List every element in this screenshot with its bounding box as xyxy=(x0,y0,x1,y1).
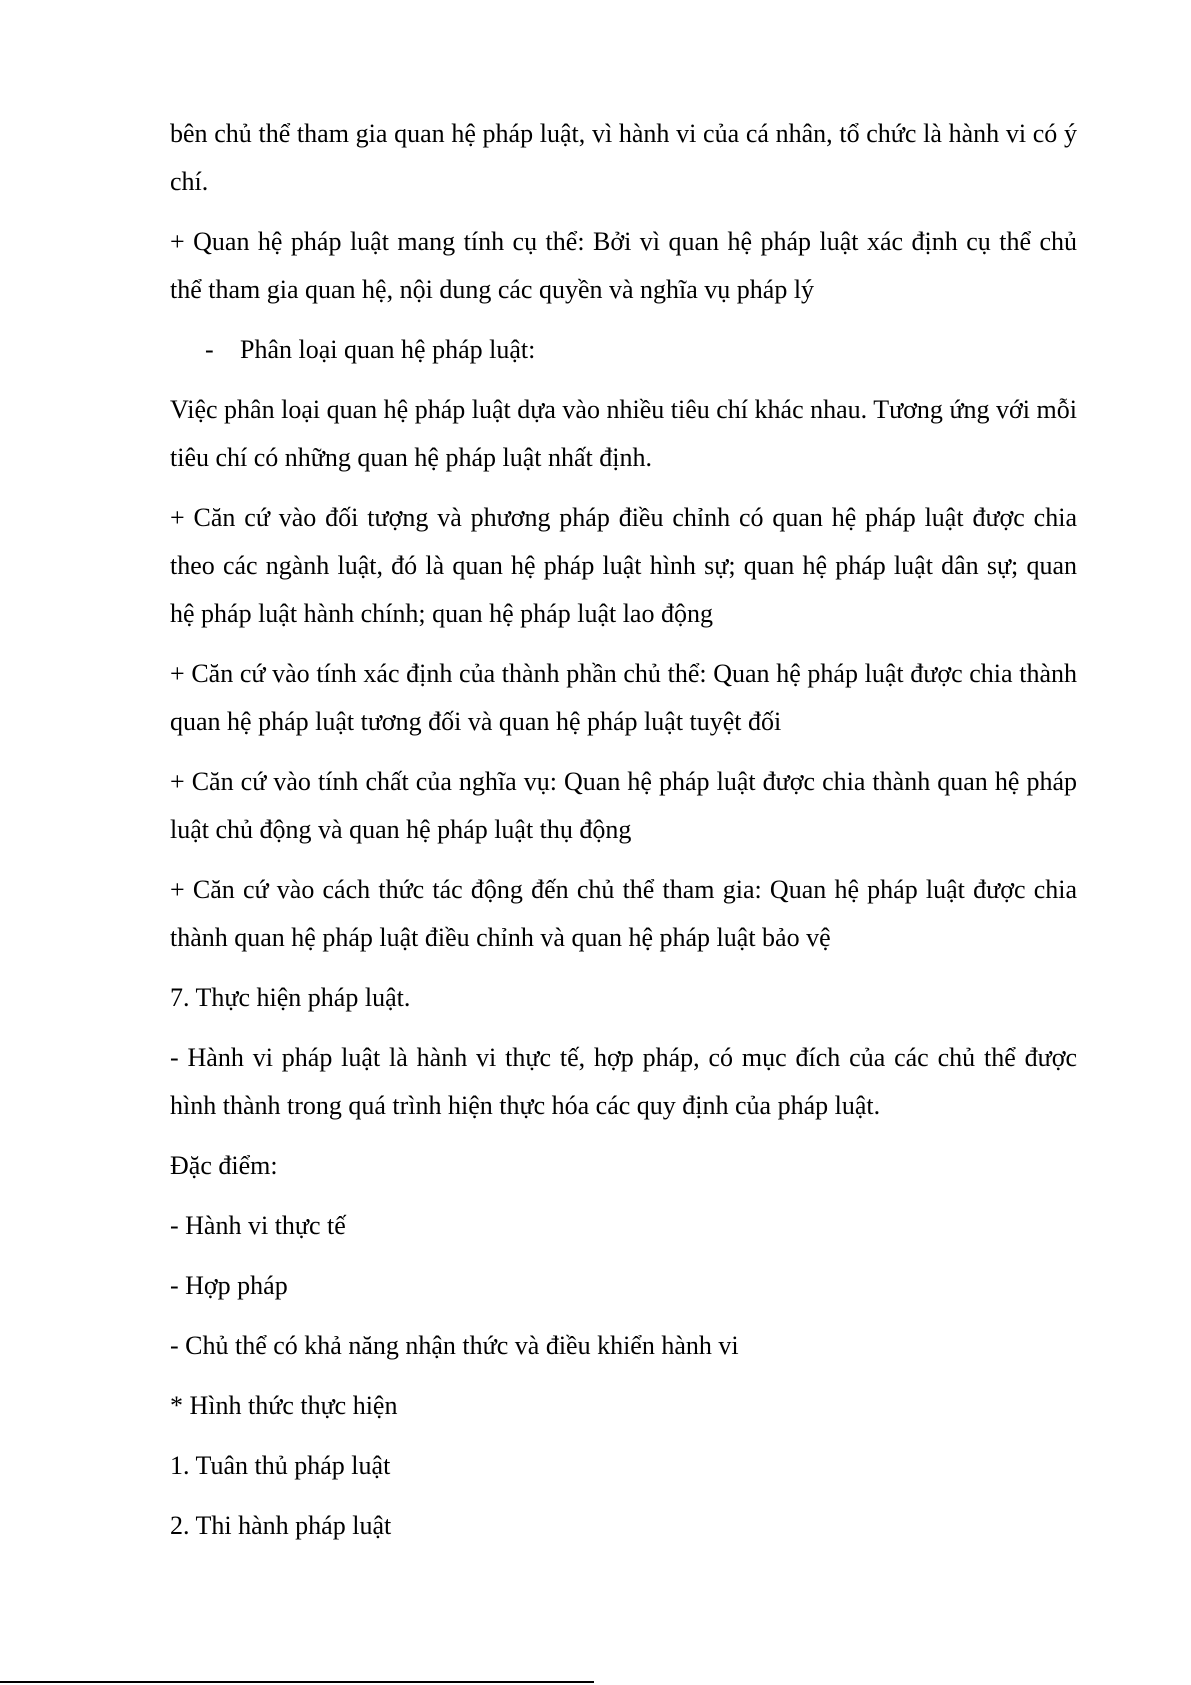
paragraph: Đặc điểm: xyxy=(170,1151,278,1180)
paragraph: - Chủ thể có khả năng nhận thức và điều khiển hành vi xyxy=(170,1331,739,1360)
paragraph: - Hành vi thực tế xyxy=(170,1211,346,1240)
paragraph: + Căn cứ vào đối tượng và phương pháp điều chỉnh có quan hệ pháp luật được chia theo các ngành luật, đó là quan hệ pháp luật hình sự; quan hệ pháp luật dân sự; quan hệ pháp luật hành chính; quan hệ pháp luật lao động xyxy=(170,503,1077,628)
footnote-separator xyxy=(0,1681,594,1683)
list-item-text: Phân loại quan hệ pháp luật: xyxy=(240,335,536,364)
document-body xyxy=(170,110,1077,1562)
paragraph: + Căn cứ vào tính xác định của thành phần chủ thể: Quan hệ pháp luật được chia thành quan hệ pháp luật tương đối và quan hệ pháp luật tuyệt đối xyxy=(170,659,1077,736)
paragraph: * Hình thức thực hiện xyxy=(170,1391,398,1420)
paragraph: 1. Tuân thủ pháp luật xyxy=(170,1451,391,1480)
paragraph: + Căn cứ vào tính chất của nghĩa vụ: Quan hệ pháp luật được chia thành quan hệ pháp luật chủ động và quan hệ pháp luật thụ động xyxy=(170,767,1077,844)
paragraph: - Hợp pháp xyxy=(170,1271,288,1300)
section-heading: 7. Thực hiện pháp luật. xyxy=(170,983,411,1012)
paragraph: + Căn cứ vào cách thức tác động đến chủ thể tham gia: Quan hệ pháp luật được chia thành quan hệ pháp luật điều chỉnh và quan hệ pháp luật bảo vệ xyxy=(170,875,1077,952)
paragraph: 2. Thi hành pháp luật xyxy=(170,1511,392,1540)
paragraph: bên chủ thể tham gia quan hệ pháp luật, vì hành vi của cá nhân, tổ chức là hành vi có ý chí. xyxy=(170,119,1077,196)
paragraph: - Hành vi pháp luật là hành vi thực tế, hợp pháp, có mục đích của các chủ thể được hình thành trong quá trình hiện thực hóa các quy định của pháp luật. xyxy=(170,1043,1077,1120)
list-marker: - xyxy=(205,335,214,364)
list-item xyxy=(170,326,1077,374)
paragraph: + Quan hệ pháp luật mang tính cụ thể: Bởi vì quan hệ pháp luật xác định cụ thể chủ thể tham gia quan hệ, nội dung các quyền và nghĩa vụ pháp lý xyxy=(170,227,1077,304)
paragraph: Việc phân loại quan hệ pháp luật dựa vào nhiều tiêu chí khác nhau. Tương ứng với mỗi tiêu chí có những quan hệ pháp luật nhất định. xyxy=(170,395,1077,472)
